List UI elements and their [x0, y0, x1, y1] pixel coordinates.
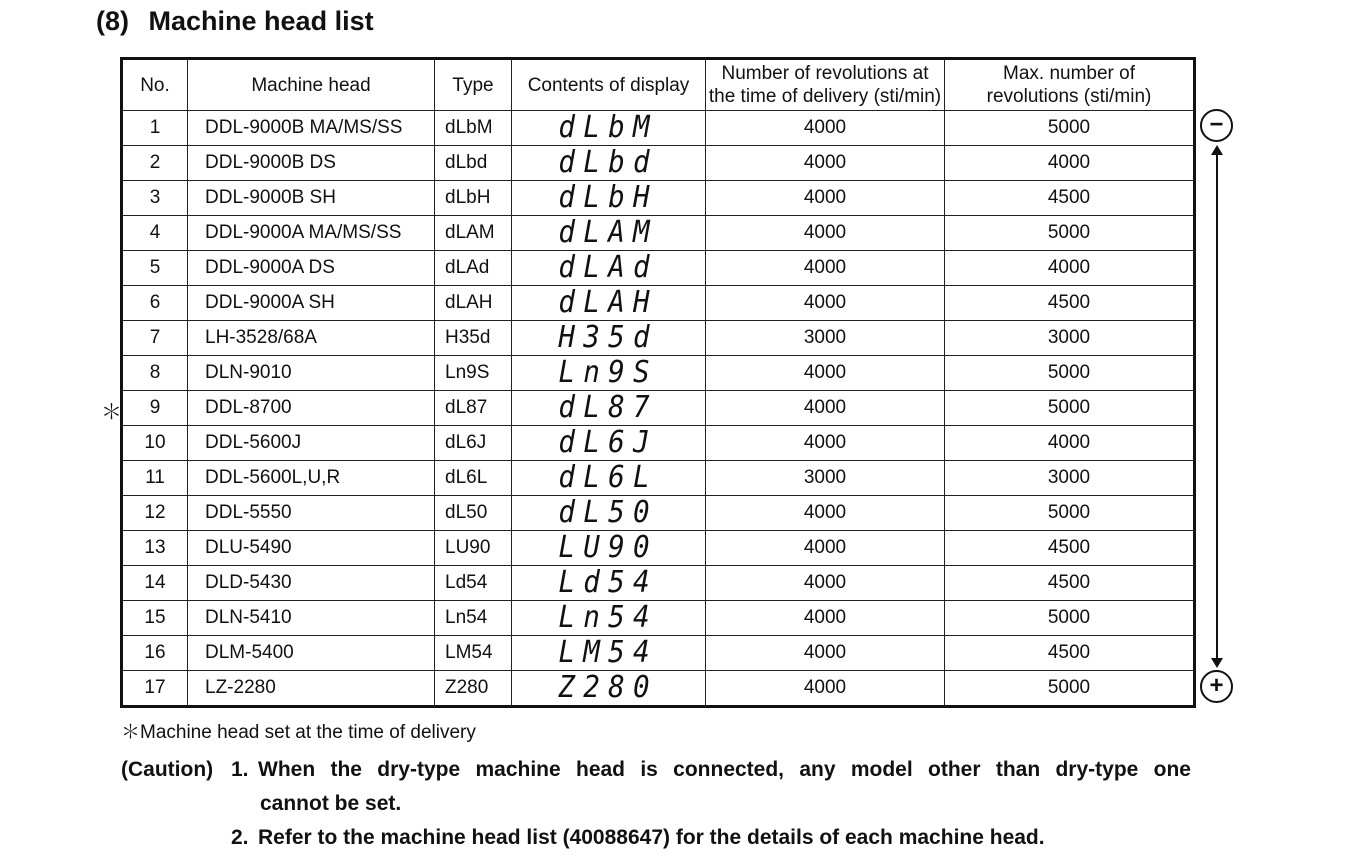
display-segment-readout: dL6J [558, 425, 659, 460]
display-segment-readout: dLAd [558, 250, 659, 285]
display-segment-readout: dLbd [558, 145, 659, 180]
caution-block [121, 753, 1191, 855]
machine-head-name: DLN-5410 [188, 601, 435, 636]
display-cell [512, 531, 706, 566]
table-row [122, 531, 1195, 566]
header-max-line2: revolutions (sti/min) [986, 86, 1152, 107]
footnote: ＊Machine head set at the time of delivery [121, 722, 476, 743]
range-line [1216, 149, 1218, 664]
display-cell [512, 426, 706, 461]
display-segment-readout: Ln9S [558, 355, 659, 390]
max-revolutions: 4500 [945, 181, 1195, 216]
machine-head-name: LH-3528/68A [188, 321, 435, 356]
max-revolutions: 4000 [945, 426, 1195, 461]
display-segment-readout: LU90 [558, 530, 659, 565]
header-type: Type [435, 59, 512, 111]
display-segment-readout: dLbM [558, 110, 659, 145]
machine-head-name: DDL-8700 [188, 391, 435, 426]
display-segment-readout: dL6L [558, 460, 659, 495]
display-segment-readout: H35d [558, 320, 659, 355]
caution-item-1 [121, 753, 1191, 787]
plus-button[interactable]: + [1200, 670, 1233, 703]
machine-type-code: dLAd [435, 251, 512, 286]
max-revolutions: 5000 [945, 671, 1195, 707]
display-cell [512, 671, 706, 707]
caution-index-2: 2. [231, 826, 249, 849]
display-segment-readout: dLAH [558, 285, 659, 320]
max-revolutions: 5000 [945, 496, 1195, 531]
max-revolutions: 4500 [945, 636, 1195, 671]
delivery-revolutions: 4000 [706, 146, 945, 181]
row-number: 8 [122, 356, 188, 391]
machine-type-code: dLbH [435, 181, 512, 216]
row-number: 1 [122, 111, 188, 146]
table-row [122, 356, 1195, 391]
machine-head-name: DLU-5490 [188, 531, 435, 566]
row-number: 14 [122, 566, 188, 601]
table-row [122, 111, 1195, 146]
machine-type-code: Ln9S [435, 356, 512, 391]
display-cell [512, 356, 706, 391]
row-number: 12 [122, 496, 188, 531]
caution-text-2: Refer to the machine head list (40088647) for the details of each machine head. [258, 826, 1045, 849]
machine-type-code: Ld54 [435, 566, 512, 601]
delivery-revolutions: 4000 [706, 216, 945, 251]
selection-indicator [1199, 107, 1237, 707]
machine-head-name: DLN-9010 [188, 356, 435, 391]
table-row [122, 671, 1195, 707]
caution-text-1-continued: cannot be set. [260, 792, 402, 815]
row-number: 9 [122, 391, 188, 426]
table-row [122, 321, 1195, 356]
machine-type-code: dLAM [435, 216, 512, 251]
row-number: 6 [122, 286, 188, 321]
section-title: Machine head list [148, 6, 374, 36]
max-revolutions: 5000 [945, 391, 1195, 426]
caution-label: (Caution) [121, 758, 214, 781]
table-row [122, 286, 1195, 321]
delivery-revolutions: 4000 [706, 391, 945, 426]
caution-item-2 [121, 821, 1191, 855]
machine-type-code: Ln54 [435, 601, 512, 636]
display-segment-readout: dLAM [558, 215, 659, 250]
max-revolutions: 4000 [945, 251, 1195, 286]
delivery-revolutions: 4000 [706, 496, 945, 531]
display-segment-readout: LM54 [558, 635, 659, 670]
table-row [122, 146, 1195, 181]
delivery-revolutions: 4000 [706, 671, 945, 707]
caution-index-1: 1. [231, 758, 249, 781]
display-cell [512, 601, 706, 636]
machine-head-name: DDL-9000B MA/MS/SS [188, 111, 435, 146]
max-revolutions: 4500 [945, 566, 1195, 601]
machine-type-code: dL6J [435, 426, 512, 461]
machine-type-code: dL50 [435, 496, 512, 531]
minus-button[interactable]: − [1200, 109, 1233, 142]
display-cell [512, 566, 706, 601]
display-cell [512, 496, 706, 531]
display-segment-readout: dL50 [558, 495, 659, 530]
delivery-revolutions: 4000 [706, 111, 945, 146]
display-cell [512, 636, 706, 671]
table-row [122, 391, 1195, 426]
machine-type-code: H35d [435, 321, 512, 356]
machine-type-code: dLbM [435, 111, 512, 146]
machine-head-name: DDL-5600J [188, 426, 435, 461]
machine-head-name: DDL-5550 [188, 496, 435, 531]
header-max-revolutions [945, 59, 1195, 111]
max-revolutions: 4500 [945, 531, 1195, 566]
table-header-row [122, 59, 1195, 111]
machine-type-code: dLAH [435, 286, 512, 321]
delivery-revolutions: 4000 [706, 636, 945, 671]
max-revolutions: 5000 [945, 111, 1195, 146]
header-delivery-revolutions [706, 59, 945, 111]
max-revolutions: 4500 [945, 286, 1195, 321]
header-machine-head: Machine head [188, 59, 435, 111]
machine-head-name: DDL-9000B DS [188, 146, 435, 181]
machine-head-name: DLM-5400 [188, 636, 435, 671]
arrow-down-icon [1211, 658, 1223, 668]
header-no: No. [122, 59, 188, 111]
display-cell [512, 216, 706, 251]
machine-head-name: DDL-9000A MA/MS/SS [188, 216, 435, 251]
table-row [122, 566, 1195, 601]
max-revolutions: 4000 [945, 146, 1195, 181]
display-cell [512, 111, 706, 146]
machine-type-code: dL6L [435, 461, 512, 496]
max-revolutions: 5000 [945, 356, 1195, 391]
delivery-revolutions: 4000 [706, 286, 945, 321]
display-cell [512, 461, 706, 496]
machine-type-code: LM54 [435, 636, 512, 671]
table-row [122, 426, 1195, 461]
table-row [122, 251, 1195, 286]
table-row [122, 216, 1195, 251]
header-max-line1: Max. number of [1003, 63, 1135, 84]
delivery-revolutions: 4000 [706, 251, 945, 286]
row-number: 5 [122, 251, 188, 286]
caution-text-1: When the dry-type machine head is connected, any model other than dry-type one [258, 758, 1191, 781]
table-row [122, 496, 1195, 531]
delivery-revolutions: 3000 [706, 321, 945, 356]
machine-head-name: DDL-9000B SH [188, 181, 435, 216]
delivery-revolutions: 4000 [706, 531, 945, 566]
delivery-revolutions: 3000 [706, 461, 945, 496]
machine-head-table [120, 57, 1196, 708]
delivery-revolutions: 4000 [706, 356, 945, 391]
header-display: Contents of display [512, 59, 706, 111]
row-number: 13 [122, 531, 188, 566]
row-number: 16 [122, 636, 188, 671]
machine-type-code: dL87 [435, 391, 512, 426]
row-number: 17 [122, 671, 188, 707]
display-cell [512, 286, 706, 321]
table-row [122, 601, 1195, 636]
max-revolutions: 5000 [945, 601, 1195, 636]
row-number: 10 [122, 426, 188, 461]
delivery-revolutions: 4000 [706, 426, 945, 461]
display-cell [512, 251, 706, 286]
delivery-revolutions: 4000 [706, 181, 945, 216]
header-delivery-line2: the time of delivery (sti/min) [708, 86, 942, 107]
display-segment-readout: Z280 [558, 670, 659, 705]
display-segment-readout: dLbH [558, 180, 659, 215]
section-heading [96, 6, 374, 37]
machine-head-name: DLD-5430 [188, 566, 435, 601]
delivery-revolutions: 4000 [706, 566, 945, 601]
max-revolutions: 3000 [945, 321, 1195, 356]
machine-head-name: DDL-5600L,U,R [188, 461, 435, 496]
max-revolutions: 5000 [945, 216, 1195, 251]
section-number: (8) [96, 6, 129, 36]
row-number: 7 [122, 321, 188, 356]
display-cell [512, 181, 706, 216]
display-cell [512, 146, 706, 181]
machine-head-name: DDL-9000A DS [188, 251, 435, 286]
row-number: 11 [122, 461, 188, 496]
display-segment-readout: dL87 [558, 390, 659, 425]
table-row [122, 461, 1195, 496]
display-cell [512, 321, 706, 356]
machine-head-name: DDL-9000A SH [188, 286, 435, 321]
header-delivery-line1: Number of revolutions at [721, 63, 929, 84]
table-row [122, 636, 1195, 671]
display-cell [512, 391, 706, 426]
machine-type-code: dLbd [435, 146, 512, 181]
table-row [122, 181, 1195, 216]
machine-head-name: LZ-2280 [188, 671, 435, 707]
display-segment-readout: Ln54 [558, 600, 659, 635]
display-segment-readout: Ld54 [558, 565, 659, 600]
row-number: 2 [122, 146, 188, 181]
max-revolutions: 3000 [945, 461, 1195, 496]
default-marker: ＊ [101, 401, 122, 424]
machine-type-code: LU90 [435, 531, 512, 566]
row-number: 15 [122, 601, 188, 636]
machine-type-code: Z280 [435, 671, 512, 707]
row-number: 4 [122, 216, 188, 251]
row-number: 3 [122, 181, 188, 216]
delivery-revolutions: 4000 [706, 601, 945, 636]
